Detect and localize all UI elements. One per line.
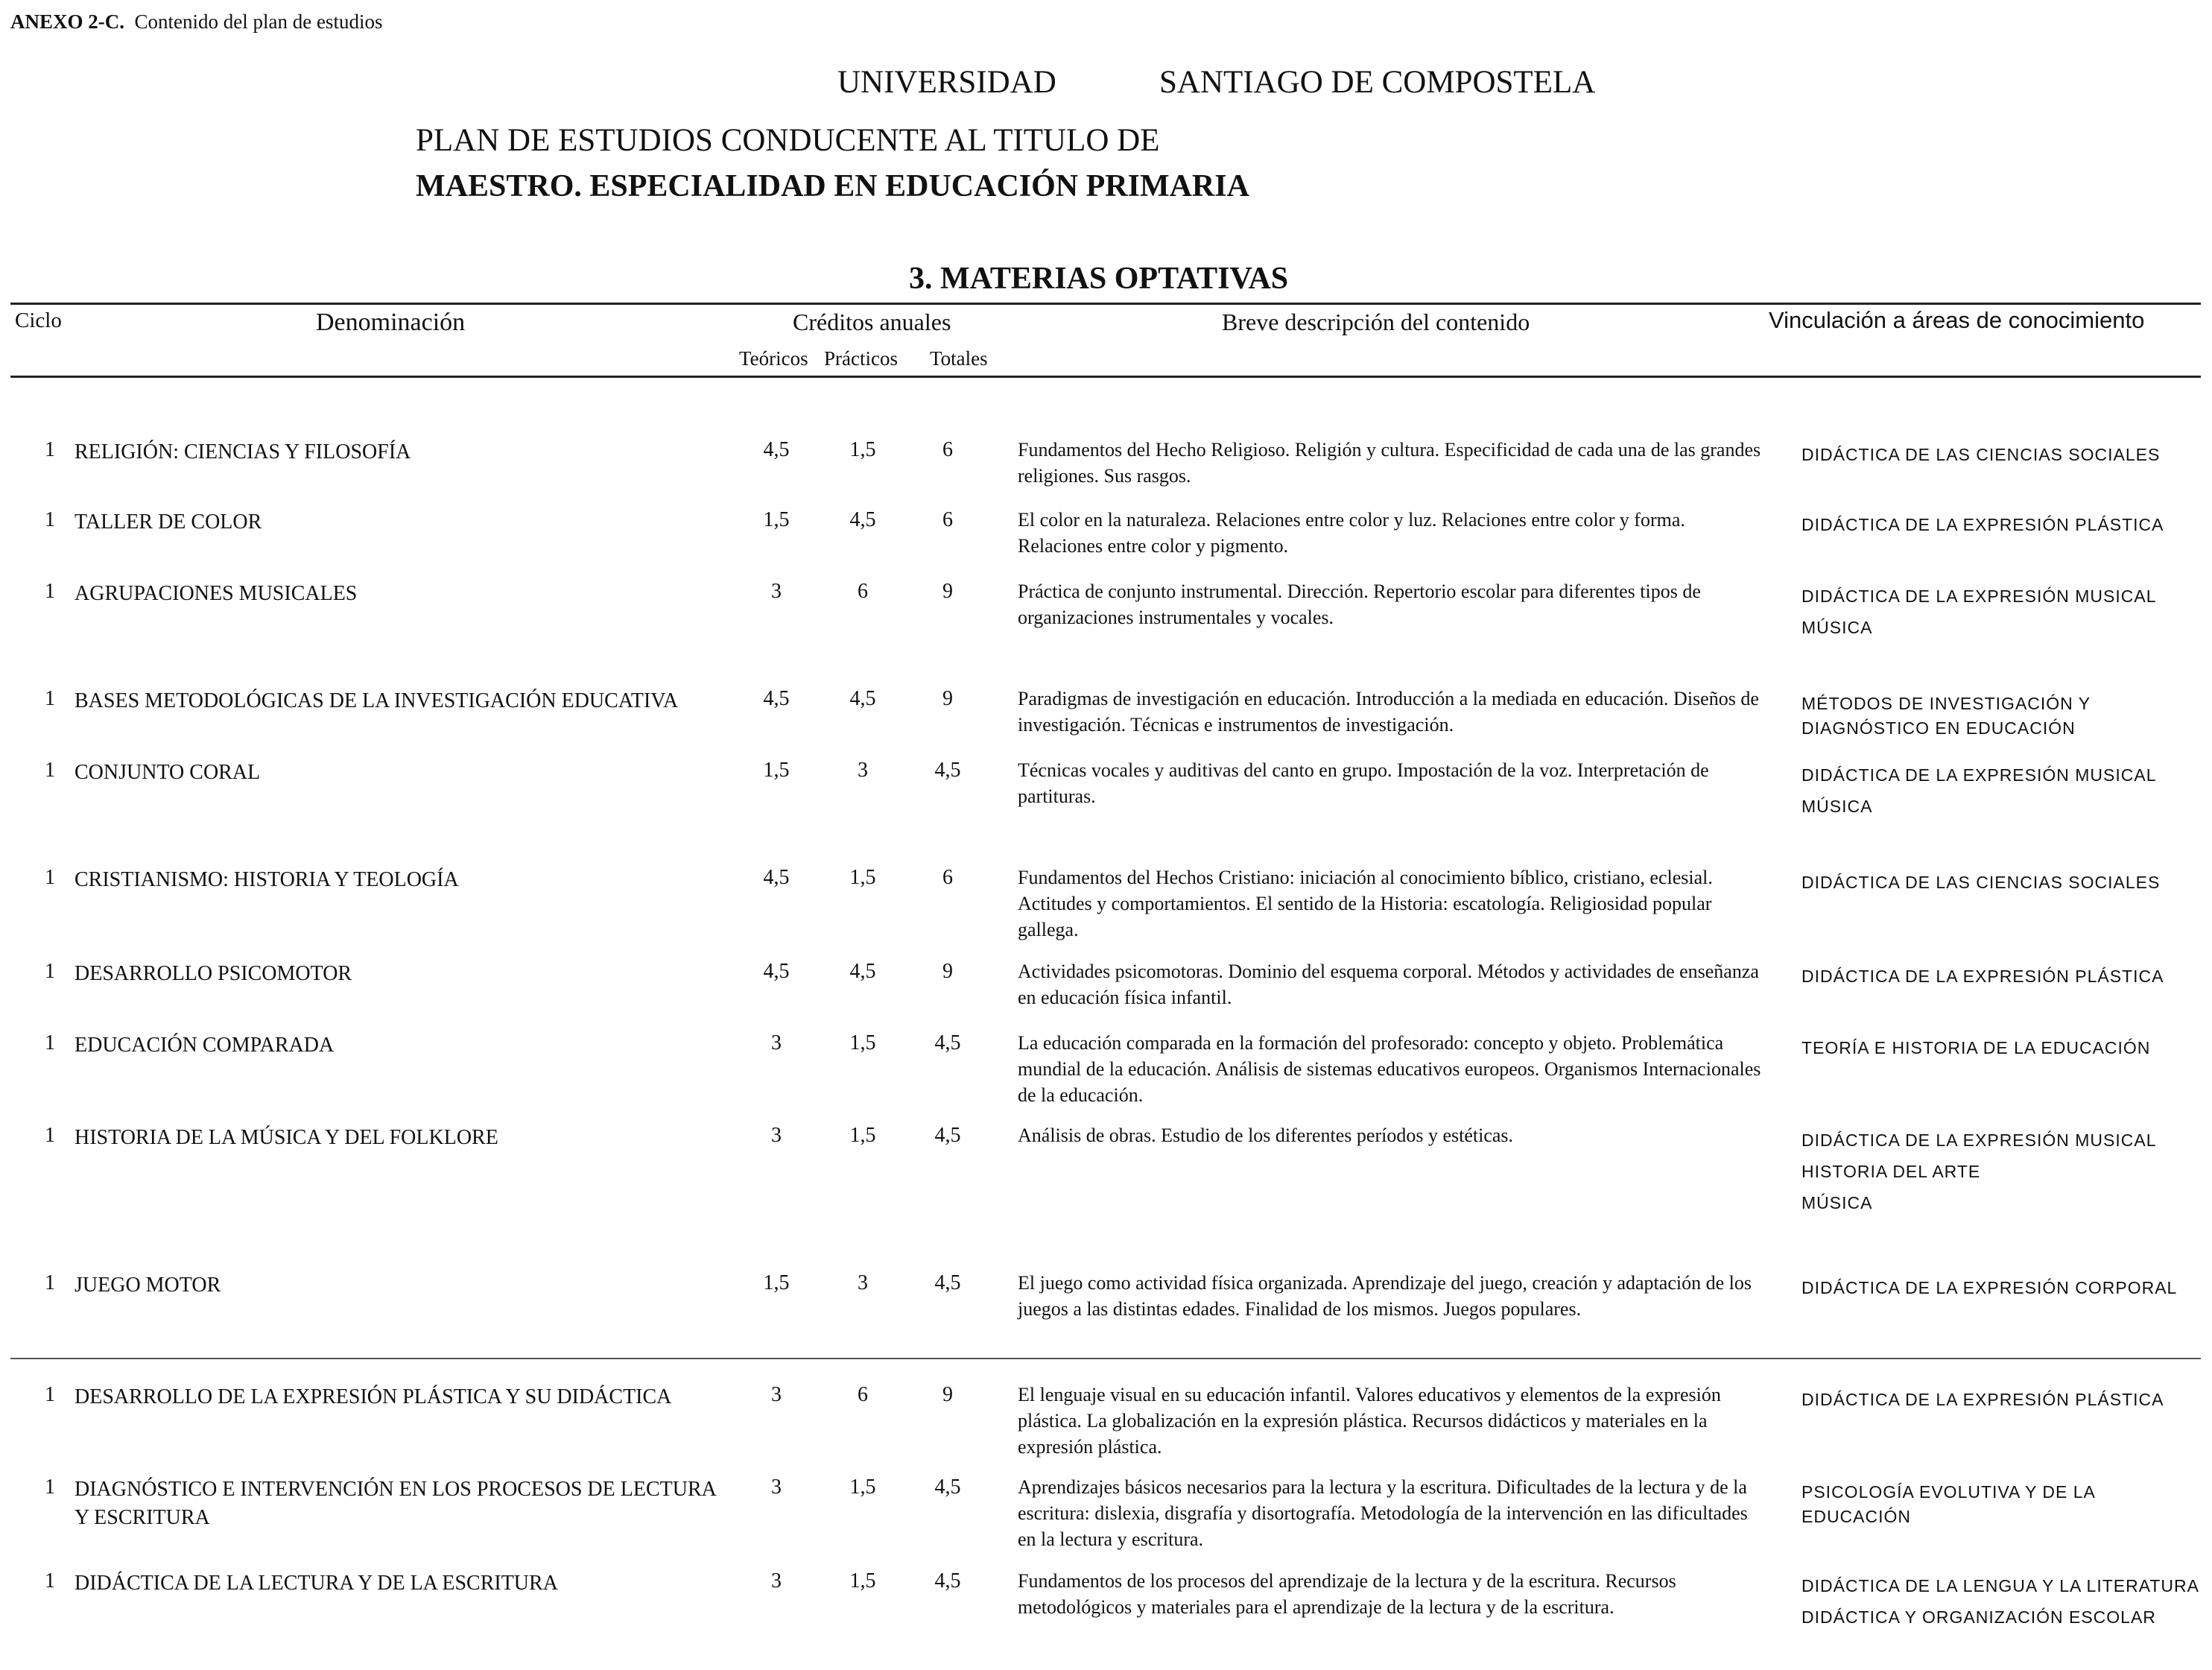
row-totales: 4,5: [934, 1271, 961, 1294]
row-areas: [1801, 692, 2204, 747]
row-practicos: 4,5: [849, 687, 876, 710]
row-denominacion: AGRUPACIONES MUSICALES: [75, 582, 358, 605]
header-totales: Totales: [930, 347, 988, 370]
row-totales: 4,5: [934, 1569, 961, 1592]
row-denominacion: BASES METODOLÓGICAS DE LA INVESTIGACIÓN EDUCATIVA: [75, 689, 679, 712]
row-teoricos: 3: [771, 1383, 782, 1406]
row-ciclo: 1: [45, 1271, 55, 1294]
knowledge-area: PSICOLOGÍA EVOLUTIVA Y DE LA EDUCACIÓN: [1801, 1482, 2095, 1526]
row-teoricos: 3: [771, 1124, 782, 1147]
knowledge-area: DIDÁCTICA DE LA EXPRESIÓN MUSICAL: [1801, 586, 2157, 606]
row-areas: [1801, 1128, 2204, 1222]
knowledge-area: DIDÁCTICA DE LA LENGUA Y LA LITERATURA: [1801, 1576, 2199, 1595]
row-ciclo: 1: [45, 960, 55, 983]
row-ciclo: 1: [45, 580, 55, 603]
row-totales: 9: [942, 580, 953, 603]
annex-label: ANEXO 2-C.: [10, 10, 124, 33]
row-areas: [1801, 1480, 2204, 1536]
row-practicos: 3: [858, 759, 868, 782]
row-totales: 4,5: [934, 1476, 961, 1499]
annex-heading: [10, 10, 382, 34]
knowledge-area: DIDÁCTICA DE LAS CIENCIAS SOCIALES: [1801, 873, 2161, 892]
annex-text: Contenido del plan de estudios: [134, 10, 383, 33]
knowledge-area: MÚSICA: [1801, 618, 1873, 637]
row-descripcion: Análisis de obras. Estudio de los diferentes períodos y estéticas.: [1018, 1125, 1514, 1146]
row-denominacion: JUEGO MOTOR: [75, 1274, 221, 1297]
row-ciclo: 1: [45, 1124, 55, 1147]
row-ciclo: 1: [45, 1383, 55, 1406]
row-denominacion: RELIGIÓN: CIENCIAS Y FILOSOFÍA: [75, 440, 411, 464]
row-areas: [1801, 1574, 2204, 1636]
row-totales: 6: [942, 438, 953, 461]
row-teoricos: 3: [771, 580, 782, 603]
row-denominacion: DIDÁCTICA DE LA LECTURA Y DE LA ESCRITURA: [75, 1572, 558, 1595]
row-ciclo: 1: [45, 1476, 55, 1499]
row-areas: [1801, 763, 2204, 826]
row-ciclo: 1: [45, 1569, 55, 1592]
row-ciclo: 1: [45, 759, 55, 782]
knowledge-area: TEORÍA E HISTORIA DE LA EDUCACIÓN: [1801, 1038, 2151, 1057]
row-denominacion: EDUCACIÓN COMPARADA: [75, 1034, 335, 1057]
row-areas: [1801, 443, 2204, 474]
row-areas: [1801, 513, 2204, 544]
row-practicos: 1,5: [849, 1124, 876, 1147]
knowledge-area: DIDÁCTICA DE LAS CIENCIAS SOCIALES: [1801, 445, 2161, 464]
row-ciclo: 1: [45, 687, 55, 710]
knowledge-area: HISTORIA DEL ARTE: [1801, 1162, 1981, 1181]
row-areas: [1801, 584, 2204, 647]
row-descripcion: Fundamentos de los procesos del aprendizaje de la lectura y de la escritura. Recursos metodológicos y materiales para el aprendizaje de la lectura y de la escritura.: [1018, 1570, 1676, 1618]
row-areas: [1801, 1036, 2204, 1067]
header-vinculacion: Vinculación a áreas de conocimiento: [1769, 307, 2145, 333]
row-ciclo: 1: [45, 438, 55, 461]
row-teoricos: 4,5: [763, 960, 790, 983]
row-descripcion: El lenguaje visual en su educación infantil. Valores educativos y elementos de la expresión plástica. La globalización en la expresión plástica. Recursos didácticos y materiales en la expresión plástica.: [1018, 1384, 1721, 1458]
row-teoricos: 4,5: [763, 866, 790, 889]
row-descripcion: El color en la naturaleza. Relaciones entre color y luz. Relaciones entre color y forma. Relaciones entre color y pigmento.: [1018, 509, 1685, 557]
row-teoricos: 3: [771, 1569, 782, 1592]
row-teoricos: 1,5: [763, 759, 790, 782]
header-teoricos: Teóricos: [739, 347, 808, 370]
row-denominacion: CRISTIANISMO: HISTORIA Y TEOLOGÍA: [75, 868, 459, 891]
row-totales: 9: [942, 687, 953, 710]
knowledge-area: MÚSICA: [1801, 1193, 1873, 1212]
knowledge-area: DIDÁCTICA DE LA EXPRESIÓN PLÁSTICA: [1801, 967, 2164, 986]
row-descripcion: Práctica de conjunto instrumental. Dirección. Repertorio escolar para diferentes tipos de organizaciones instrumentales y vocales.: [1018, 581, 1701, 628]
row-descripcion: La educación comparada en la formación del profesorado: concepto y objeto. Problemática mundial de la educación. Análisis de sistemas educativos europeos. Organismos Internacionales de la educación.: [1018, 1032, 1761, 1106]
row-areas: [1801, 1276, 2204, 1307]
row-totales: 9: [942, 1383, 953, 1406]
row-areas: [1801, 1388, 2204, 1419]
row-practicos: 3: [858, 1271, 868, 1294]
knowledge-area: DIDÁCTICA DE LA EXPRESIÓN CORPORAL: [1801, 1278, 2178, 1297]
row-areas: [1801, 964, 2204, 996]
row-totales: 6: [942, 866, 953, 889]
plan-title: PLAN DE ESTUDIOS CONDUCENTE AL TITULO DE: [416, 123, 1160, 158]
section-title: 3. MATERIAS OPTATIVAS: [909, 262, 1289, 296]
header-descripcion: Breve descripción del contenido: [1222, 309, 1530, 335]
knowledge-area: MÉTODOS DE INVESTIGACIÓN Y DIAGNÓSTICO EN EDUCACIÓN: [1801, 694, 2091, 738]
row-descripcion: Aprendizajes básicos necesarios para la lectura y la escritura. Dificultades de la lectura y de la escritura: dislexia, disgrafía y disortografía. Metodología de la intervención en las dificultades en la lectura y escritura.: [1018, 1476, 1748, 1550]
row-totales: 4,5: [934, 1031, 961, 1054]
row-practicos: 4,5: [849, 508, 876, 531]
row-practicos: 1,5: [849, 866, 876, 889]
row-teoricos: 1,5: [763, 1271, 790, 1294]
header-ciclo: Ciclo: [15, 309, 62, 332]
row-practicos: 4,5: [849, 960, 876, 983]
header-creditos: Créditos anuales: [793, 309, 951, 335]
header-practicos: Prácticos: [824, 347, 898, 370]
row-teoricos: 3: [771, 1031, 782, 1054]
row-denominacion: CONJUNTO CORAL: [75, 761, 261, 784]
row-descripcion: Fundamentos del Hechos Cristiano: iniciación al conocimiento bíblico, cristiano, eclesial. Actitudes y comportamientos. El sentido de la Historia: escatología. Religiosidad popular gallega.: [1018, 867, 1713, 940]
row-practicos: 1,5: [849, 1476, 876, 1499]
row-denominacion: DESARROLLO DE LA EXPRESIÓN PLÁSTICA Y SU DIDÁCTICA: [75, 1385, 672, 1408]
row-totales: 4,5: [934, 1124, 961, 1147]
knowledge-area: DIDÁCTICA DE LA EXPRESIÓN MUSICAL: [1801, 765, 2157, 785]
row-descripcion: Actividades psicomotoras. Dominio del esquema corporal. Métodos y actividades de enseñanza en educación física infantil.: [1018, 961, 1759, 1008]
row-descripcion: El juego como actividad física organizada. Aprendizaje del juego, creación y adaptación de los juegos a las distintas edades. Finalidad de los mismos. Juegos populares.: [1018, 1272, 1752, 1320]
row-totales: 4,5: [934, 759, 961, 782]
row-teoricos: 4,5: [763, 438, 790, 461]
university-city: SANTIAGO DE COMPOSTELA: [1159, 65, 1596, 100]
knowledge-area: MÚSICA: [1801, 797, 1873, 816]
row-teoricos: 1,5: [763, 508, 790, 531]
row-practicos: 1,5: [849, 1031, 876, 1054]
degree-title: MAESTRO. ESPECIALIDAD EN EDUCACIÓN PRIMARIA: [416, 169, 1249, 203]
row-denominacion: DESARROLLO PSICOMOTOR: [75, 962, 352, 985]
row-ciclo: 1: [45, 508, 55, 531]
row-descripcion: Fundamentos del Hecho Religioso. Religión y cultura. Especificidad de cada una de las grandes religiones. Sus rasgos.: [1018, 439, 1761, 487]
row-areas: [1801, 870, 2204, 902]
row-denominacion: HISTORIA DE LA MÚSICA Y DEL FOLKLORE: [75, 1126, 498, 1149]
knowledge-area: DIDÁCTICA DE LA EXPRESIÓN PLÁSTICA: [1801, 515, 2164, 534]
table-top-rule: [10, 303, 2201, 305]
knowledge-area: DIDÁCTICA DE LA EXPRESIÓN MUSICAL: [1801, 1130, 2157, 1150]
table-section-rule: [10, 1358, 2201, 1359]
row-practicos: 6: [858, 1383, 868, 1406]
row-teoricos: 4,5: [763, 687, 790, 710]
row-practicos: 6: [858, 580, 868, 603]
row-teoricos: 3: [771, 1476, 782, 1499]
row-descripcion: Técnicas vocales y auditivas del canto en grupo. Impostación de la voz. Interpretación de partituras.: [1018, 759, 1709, 807]
header-denominacion: Denominación: [316, 309, 466, 336]
university-label: UNIVERSIDAD: [837, 65, 1056, 100]
row-ciclo: 1: [45, 1031, 55, 1054]
row-descripcion: Paradigmas de investigación en educación. Introducción a la mediada en educación. Diseños de investigación. Técnicas e instrumentos de investigación.: [1018, 688, 1759, 736]
row-practicos: 1,5: [849, 438, 876, 461]
table-header-rule: [10, 376, 2201, 378]
row-totales: 9: [942, 960, 953, 983]
knowledge-area: DIDÁCTICA Y ORGANIZACIÓN ESCOLAR: [1801, 1607, 2156, 1627]
row-denominacion: TALLER DE COLOR: [75, 510, 262, 534]
row-totales: 6: [942, 508, 953, 531]
row-denominacion: DIAGNÓSTICO E INTERVENCIÓN EN LOS PROCESOS DE LECTURA Y ESCRITURA: [75, 1478, 716, 1529]
row-practicos: 1,5: [849, 1569, 876, 1592]
row-ciclo: 1: [45, 866, 55, 889]
knowledge-area: DIDÁCTICA DE LA EXPRESIÓN PLÁSTICA: [1801, 1390, 2164, 1409]
